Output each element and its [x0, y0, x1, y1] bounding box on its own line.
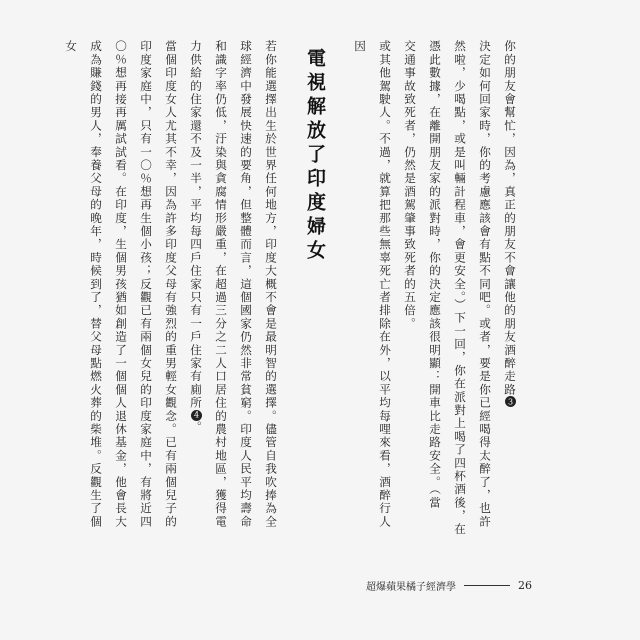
footnote-marker: 4 — [191, 410, 202, 421]
footnote-marker: 3 — [505, 396, 516, 407]
text-line: 憑此數據，在離開朋友家的派對時，你的決定應該很明顯：開車比走路安全。（當 — [428, 40, 442, 510]
page-footer — [366, 578, 532, 593]
text-line — [497, 40, 522, 540]
vertical-text-column — [58, 40, 522, 540]
running-header-title: 超爆蘋果橘子經濟學 — [366, 582, 456, 593]
page-number: 26 — [518, 579, 532, 592]
paragraph-text: 若你能選擇出生於世界任何地方，印度大概不會是最明智的選擇。儘管自我吹捧為全球經濟中發展快速的要角，但整體而言，這個國家仍然非常貧窮。印度人民平均壽命和識字率仍低，汙染與貪腐情形嚴重，在超過三分之二人口居住的農村地區，獲得電力供給的住家還不及一半，平均每四戶住家只有一戶住家有廁所 — [189, 40, 278, 529]
paragraph: 若你能選擇出生於世界任何地方，印度大概不會是最明智的選擇。儘管自我吹捧為全球經濟中發展快速的要角，但整體而言，這個國家仍然非常貧窮。印度人民平均壽命和識字率仍低，汙染與貪腐情形嚴重，在超過三分之二人口居住的農村地區，獲得電力供給的住家還不及一半，平均每四戶住家只有一戶住家有廁所4。 — [189, 40, 278, 529]
footer-rule — [464, 585, 510, 586]
text-line: 然啦，少喝點，或是叫輛計程車，會更安全。）下一回，你在派對上喝了四杯酒後，在 — [453, 40, 467, 536]
text-line-content: 你的朋友會幫忙，因為，真正的朋友不會讓他的朋友酒醉走路 — [503, 40, 517, 397]
text-line: 決定如何回家時，你的考慮應該會有點不同吧。或者，要是你已經喝得太醉了，也許 — [478, 40, 492, 529]
text-line: 或其他駕駛人。不過，就算把那些無辜死亡者排除在外，以平均每哩來看，酒醉行人因 — [353, 40, 392, 529]
text-line: 交通事故致死者，仍然是酒駕肇事致死者的五倍。 — [403, 40, 417, 331]
section-title: 電視解放了印度婦女 — [304, 48, 326, 264]
paragraph: 當個印度女人尤其不幸，因為許多印度父母有強烈的重男輕女觀念。已有兩個兒子的印度家庭中，只有一〇％想再生個小孩；反觀已有兩個女兒的印度家庭中，有將近四〇％想再接再厲試試看。在印度，生個男孩猶如創造了一個個人退休基金，他會長大成為賺錢的男人，奉養父母的晚年，時候到了，替父母點燃火葬的柴堆。反觀生了個女 — [64, 40, 178, 529]
